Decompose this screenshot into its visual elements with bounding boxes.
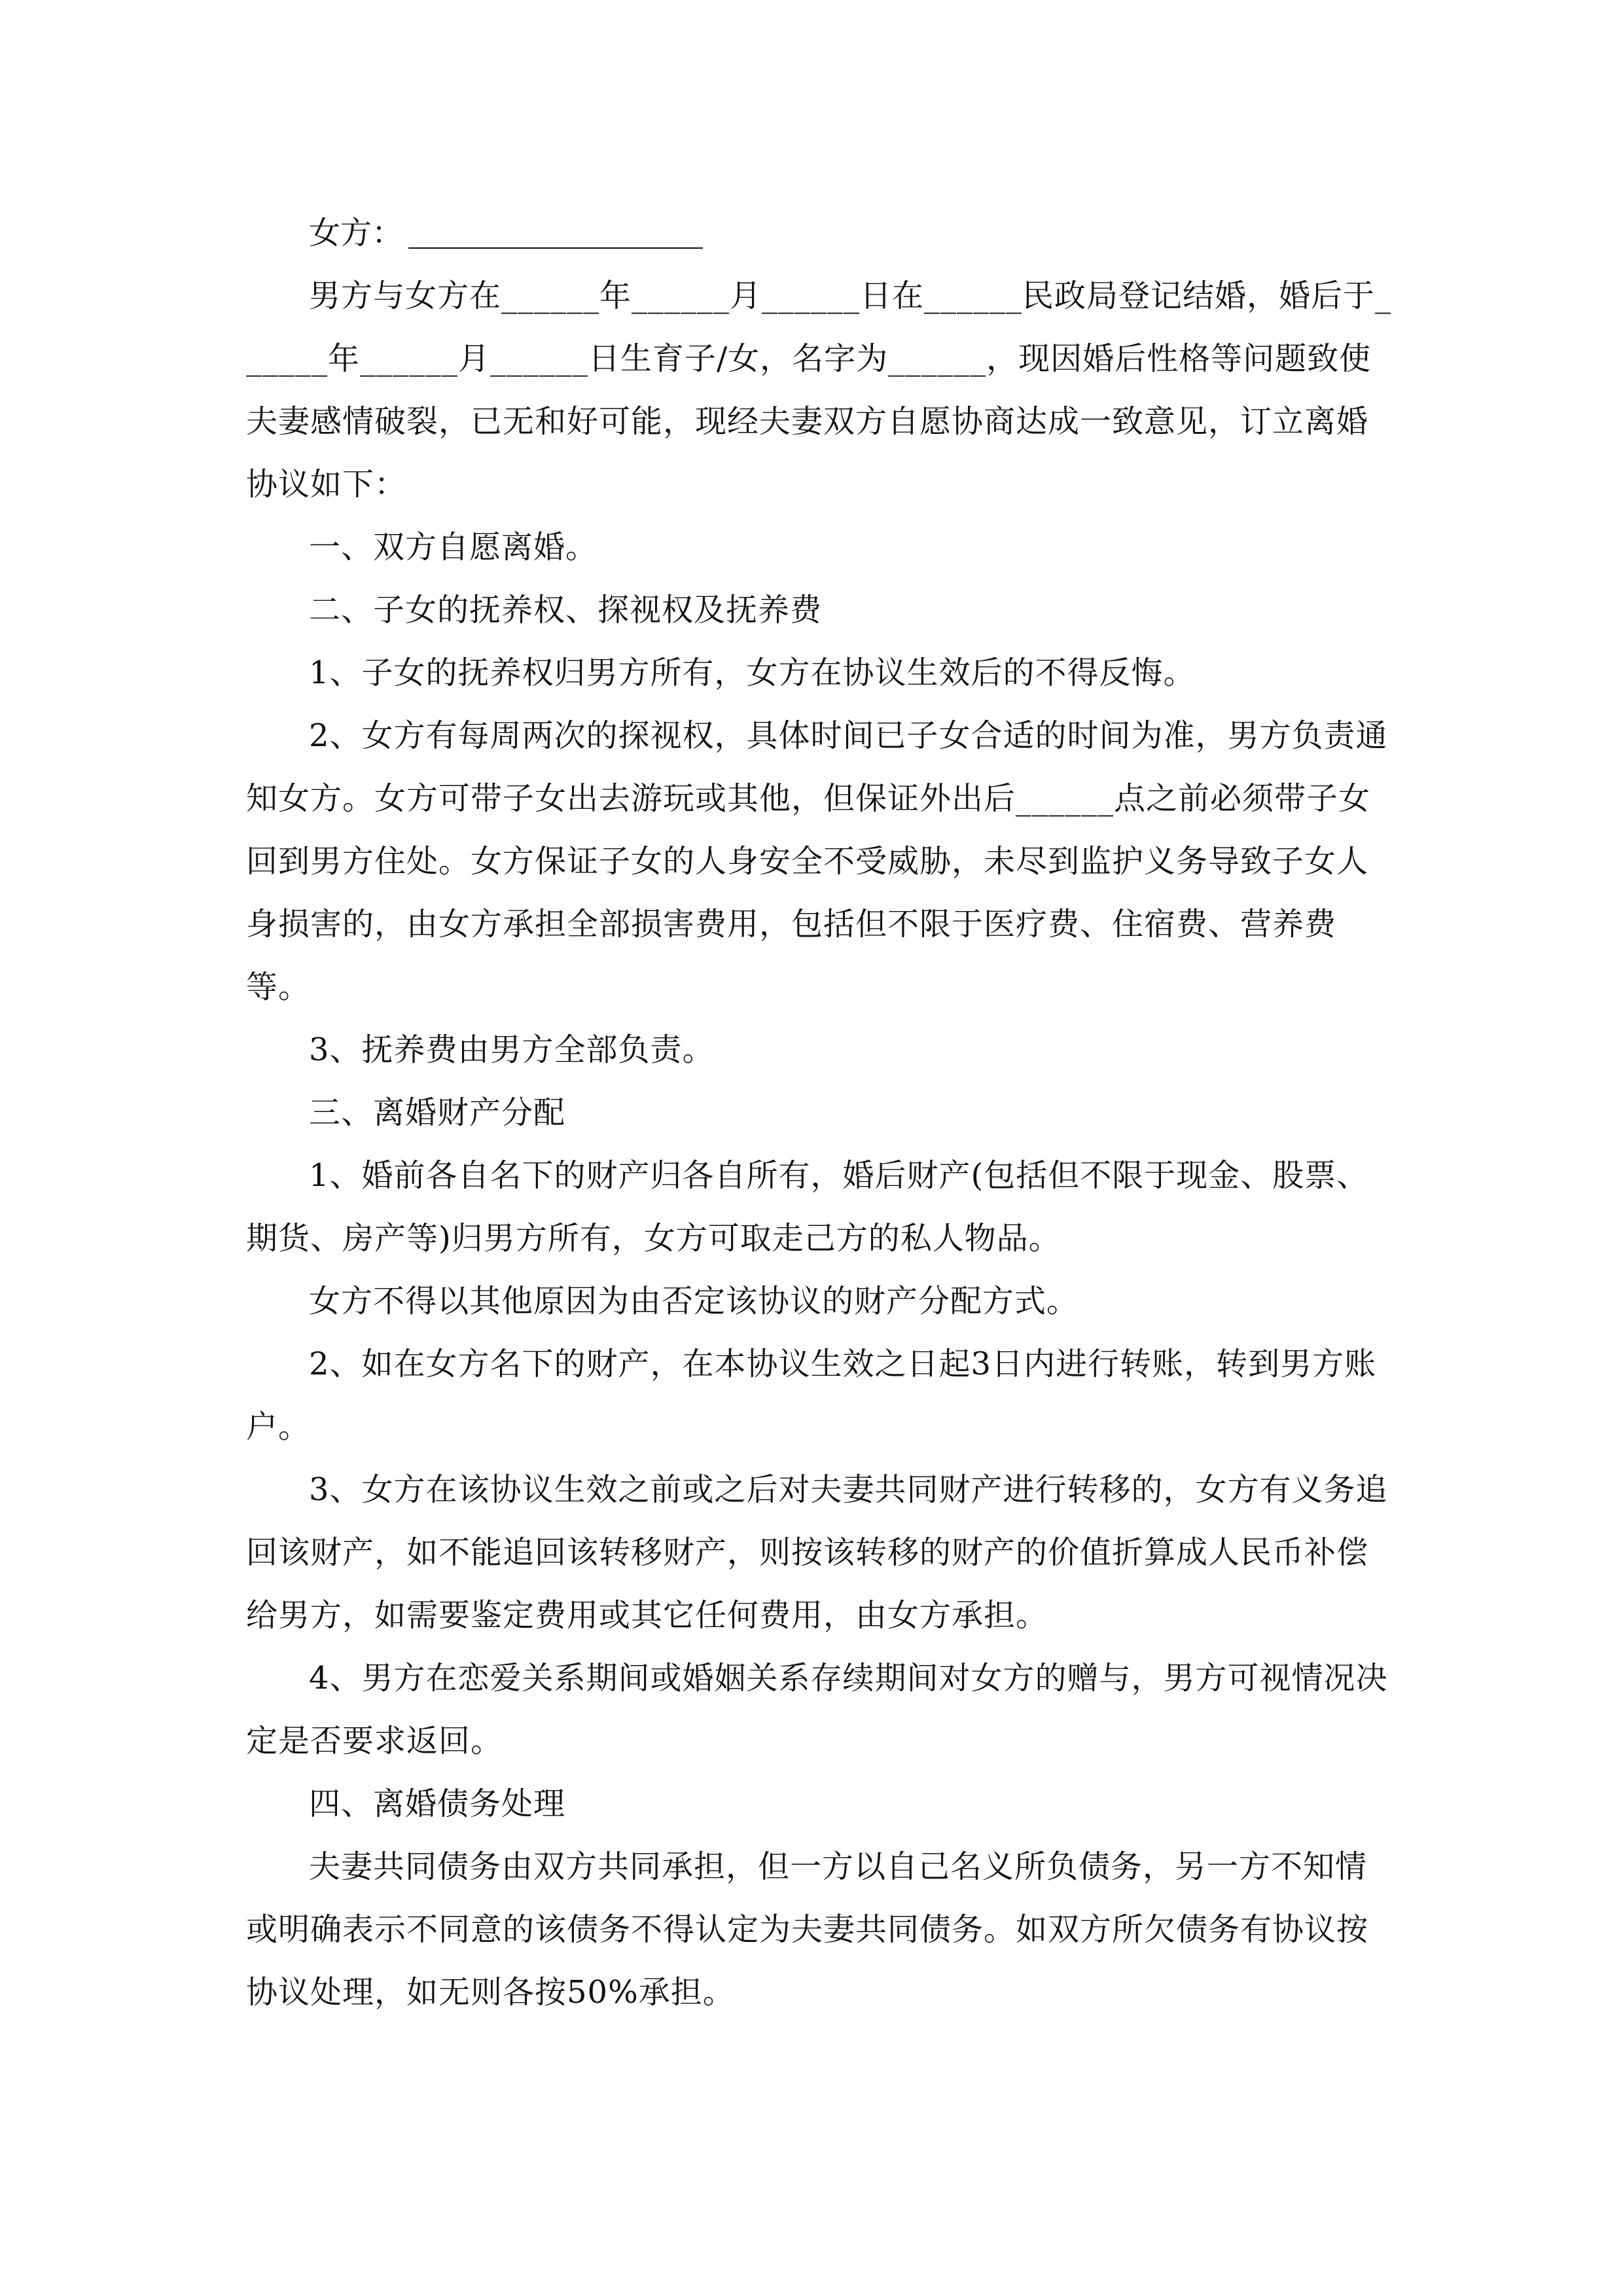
clause-2-heading: 二、子女的抚养权、探视权及抚养费 bbox=[309, 592, 823, 628]
female-party-label: 女方： bbox=[309, 215, 404, 251]
debt-paragraph: 夫妻共同债务由双方共同承担，但一方以自己名义所负债务，另一方不知情或明确表示不同意的该债务不得认定为夫妻共同债务。如双方所欠债务有协议按协议处理，如无则各按50%承担。 bbox=[246, 1848, 1369, 2011]
property-item-3: 3、女方在该协议生效之前或之后对夫妻共同财产进行转移的，女方有义务追回该财产，如不能追回该转移财产，则按该转移的财产的价值折算成人民币补偿给男方，如需要鉴定费用或其它任何费用，由女方承担。 bbox=[246, 1471, 1388, 1634]
custody-item-2: 2、女方有每周两次的探视权，具体时间已子女合适的时间为准，男方负责通知女方。女方可带子女出去游玩或其他，但保证外出后______点之前必须带子女回到男方住处。女方保证子女的人身安全不受威胁，未尽到监护义务导致子女人身损害的，由女方承担全部损害费用，包括但不限于医疗费、住宿费、营养费等。 bbox=[246, 717, 1388, 1005]
clause-4-heading: 四、离婚债务处理 bbox=[309, 1785, 566, 1822]
property-item-1: 1、婚前各自名下的财产归各自所有，婚后财产(包括但不限于现金、股票、期货、房产等)归男方所有，女方可取走己方的私人物品。 bbox=[246, 1157, 1369, 1257]
female-party-line bbox=[246, 202, 1398, 264]
marriage-intro-paragraph: 男方与女方在______年______月______日在______民政局登记结婚，婚后于______年______月______日生育子/女，名字为______，现因婚后性格等问题致使夫妻感情破裂，已无和好可能，现经夫妻双方自愿协商达成一致意见，订立离婚协议如下： bbox=[246, 278, 1392, 503]
property-item-4: 4、男方在恋爱关系期间或婚姻关系存续期间对女方的赠与，男方可视情况决定是否要求返回。 bbox=[246, 1660, 1388, 1759]
clause-3-heading: 三、离婚财产分配 bbox=[309, 1094, 566, 1131]
female-party-blank bbox=[408, 213, 703, 249]
clause-1-heading: 一、双方自愿离婚。 bbox=[309, 529, 598, 565]
document-body bbox=[246, 202, 1398, 2024]
custody-item-3: 3、抚养费由男方全部负责。 bbox=[309, 1031, 715, 1068]
custody-item-1: 1、子女的抚养权归男方所有，女方在协议生效后的不得反悔。 bbox=[309, 655, 1196, 691]
property-item-2: 2、如在女方名下的财产，在本协议生效之日起3日内进行转账，转到男方账户。 bbox=[246, 1346, 1377, 1445]
property-note: 女方不得以其他原因为由否定该协议的财产分配方式。 bbox=[309, 1283, 1079, 1319]
